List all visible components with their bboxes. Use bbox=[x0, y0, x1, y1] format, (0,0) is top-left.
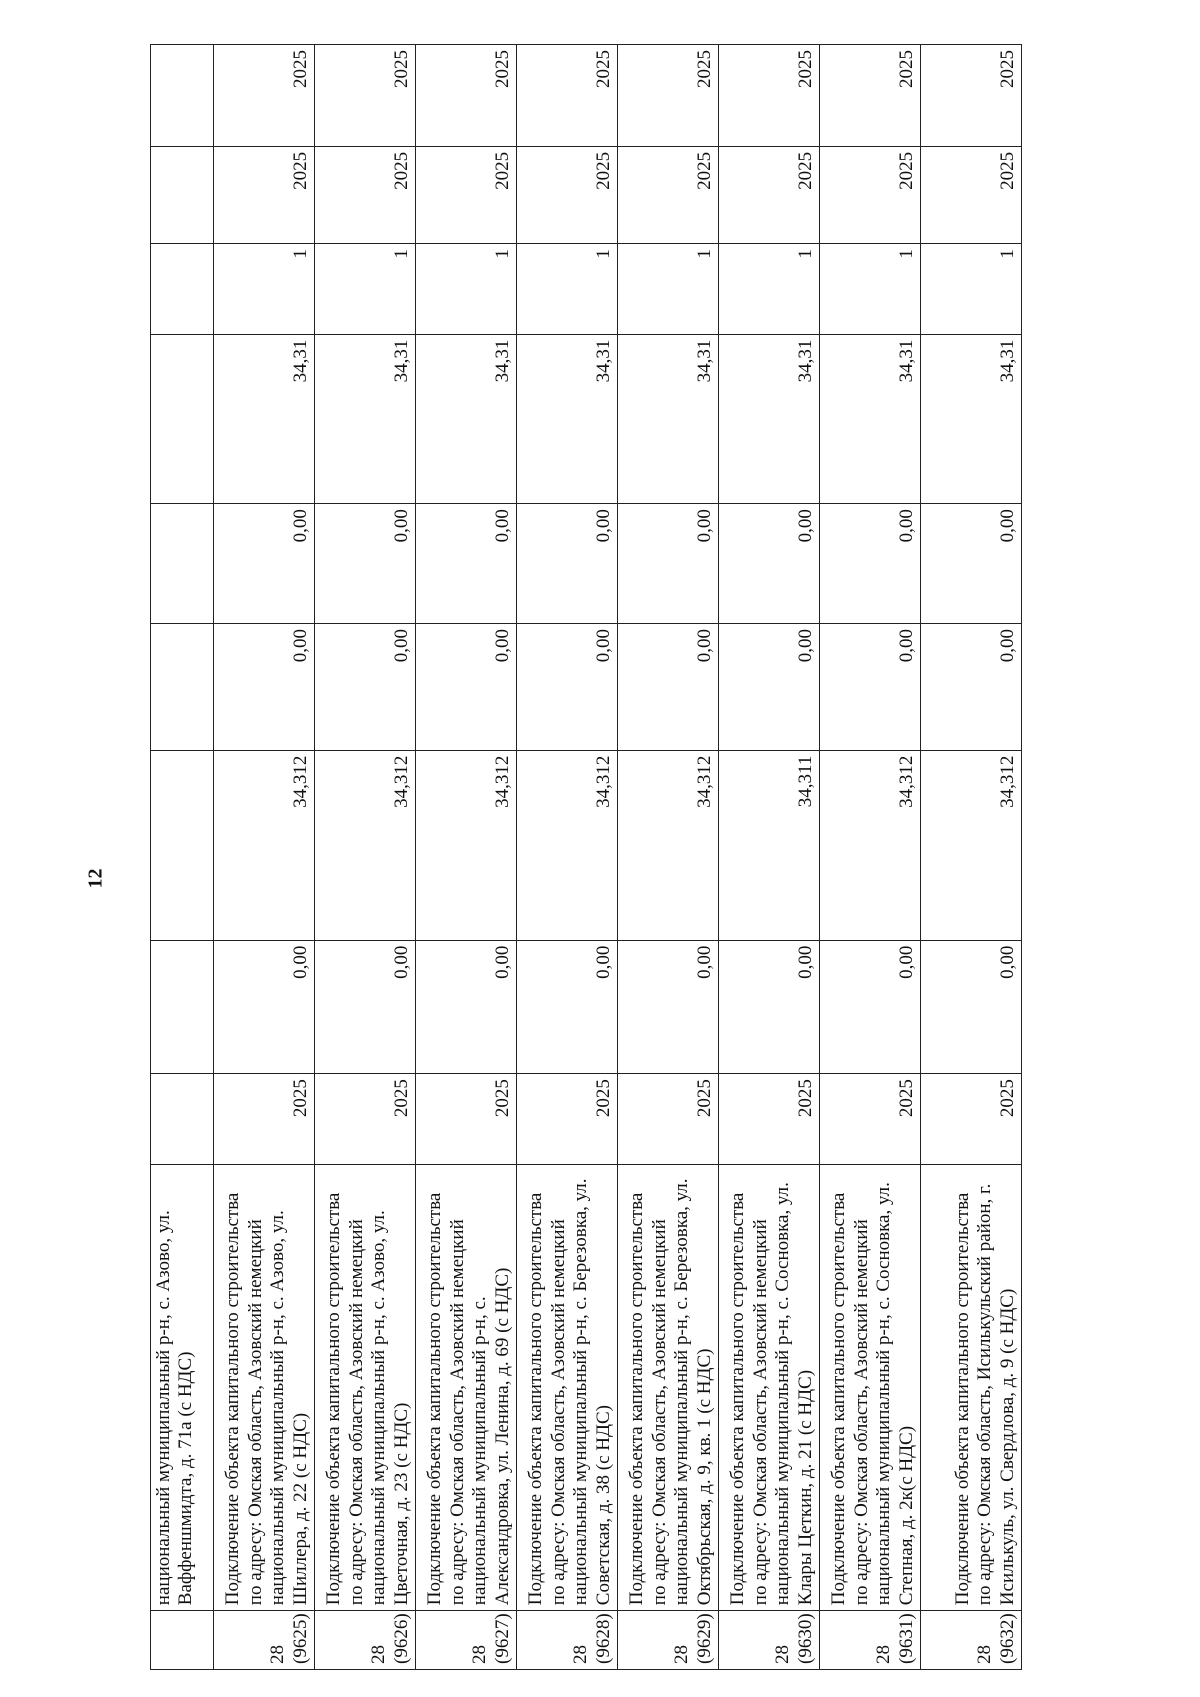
continuation-row bbox=[151, 45, 214, 1670]
row-value-1: 0,00 bbox=[820, 940, 921, 1073]
row-start-year: 2025 bbox=[315, 146, 416, 243]
row-value-5: 34,31 bbox=[618, 334, 719, 504]
row-end-year: 2025 bbox=[416, 45, 517, 147]
row-code bbox=[921, 1611, 1022, 1670]
row-number: 28 bbox=[873, 1645, 895, 1664]
row-count: 1 bbox=[921, 244, 1022, 334]
row-year: 2025 bbox=[921, 1074, 1022, 1164]
row-count: 1 bbox=[416, 244, 517, 334]
table-cell bbox=[151, 1611, 214, 1670]
rotated-table-frame bbox=[150, 44, 1090, 1670]
row-value-3: 0,00 bbox=[921, 624, 1022, 751]
row-code bbox=[214, 1611, 315, 1670]
row-id: (9627) bbox=[491, 1613, 513, 1664]
row-end-year: 2025 bbox=[719, 45, 820, 147]
row-number: 28 bbox=[368, 1645, 390, 1664]
row-value-5: 34,31 bbox=[315, 334, 416, 504]
row-value-5: 34,31 bbox=[820, 334, 921, 504]
row-count: 1 bbox=[820, 244, 921, 334]
rotated-table-wrapper bbox=[150, 44, 1090, 1670]
table-row bbox=[214, 45, 315, 1670]
row-code bbox=[820, 1611, 921, 1670]
row-year: 2025 bbox=[719, 1074, 820, 1164]
table-row bbox=[416, 45, 517, 1670]
row-count: 1 bbox=[719, 244, 820, 334]
row-description: Подключение объекта капитального строительства по адресу: Омская область, Азовский немецкий национальный муниципальный р-н, с. Азово, ул. Цветочная, д. 23 (с НДС) bbox=[315, 1164, 416, 1611]
row-end-year: 2025 bbox=[517, 45, 618, 147]
row-value-2: 34,312 bbox=[820, 750, 921, 940]
row-value-3: 0,00 bbox=[416, 624, 517, 751]
row-id: (9629) bbox=[693, 1613, 715, 1664]
investment-table bbox=[150, 44, 1022, 1670]
row-value-1: 0,00 bbox=[719, 940, 820, 1073]
row-description: Подключение объекта капитального строительства по адресу: Омская область, Азовский немецкий национальный муниципальный р-н, с. Александровка, ул. Ленина, д. 69 (с НДС) bbox=[416, 1164, 517, 1611]
table-cell bbox=[151, 146, 214, 243]
row-code bbox=[618, 1611, 719, 1670]
row-count: 1 bbox=[618, 244, 719, 334]
row-year: 2025 bbox=[618, 1074, 719, 1164]
row-year: 2025 bbox=[820, 1074, 921, 1164]
page-number bbox=[84, 858, 108, 898]
row-id: (9625) bbox=[289, 1613, 311, 1664]
row-value-4: 0,00 bbox=[921, 504, 1022, 624]
row-start-year: 2025 bbox=[820, 146, 921, 243]
table-cell bbox=[151, 1074, 214, 1164]
row-description: Подключение объекта капитального строительства по адресу: Омская область, Азовский немецкий национальный муниципальный р-н, с. Сосновка, ул. Степная, д. 2к(с НДС) bbox=[820, 1164, 921, 1611]
row-description: Подключение объекта капитального строительства по адресу: Омская область, Азовский немецкий национальный муниципальный р-н, с. Азово, ул. Шиллера, д. 22 (с НДС) bbox=[214, 1164, 315, 1611]
row-number: 28 bbox=[671, 1645, 693, 1664]
table-row bbox=[315, 45, 416, 1670]
table-cell bbox=[151, 750, 214, 940]
row-description: Подключение объекта капитального строительства по адресу: Омская область, Азовский немецкий национальный муниципальный р-н, с. Березовка, ул. Советская, д. 38 (с НДС) bbox=[517, 1164, 618, 1611]
row-value-5: 34,31 bbox=[719, 334, 820, 504]
row-value-2: 34,312 bbox=[618, 750, 719, 940]
row-value-3: 0,00 bbox=[315, 624, 416, 751]
row-end-year: 2025 bbox=[618, 45, 719, 147]
row-id: (9628) bbox=[592, 1613, 614, 1664]
row-value-2: 34,311 bbox=[719, 750, 820, 940]
row-year: 2025 bbox=[517, 1074, 618, 1164]
row-description: Подключение объекта капитального строительства по адресу: Омская область, Азовский немецкий национальный муниципальный р-н, с. Березовка, ул. Октябрьская, д. 9, кв. 1 (с НДС) bbox=[618, 1164, 719, 1611]
row-value-4: 0,00 bbox=[214, 504, 315, 624]
row-year: 2025 bbox=[315, 1074, 416, 1164]
row-count: 1 bbox=[315, 244, 416, 334]
row-value-1: 0,00 bbox=[618, 940, 719, 1073]
row-year: 2025 bbox=[416, 1074, 517, 1164]
row-end-year: 2025 bbox=[214, 45, 315, 147]
row-value-1: 0,00 bbox=[416, 940, 517, 1073]
table-cell bbox=[151, 334, 214, 504]
row-value-5: 34,31 bbox=[214, 334, 315, 504]
row-value-3: 0,00 bbox=[820, 624, 921, 751]
row-value-1: 0,00 bbox=[315, 940, 416, 1073]
row-description: Подключение объекта капитального строительства по адресу: Омская область, Азовский немецкий национальный муниципальный р-н, с. Сосновка, ул. Клары Цеткин, д. 21 (с НДС) bbox=[719, 1164, 820, 1611]
row-value-2: 34,312 bbox=[315, 750, 416, 940]
row-value-5: 34,31 bbox=[517, 334, 618, 504]
row-value-5: 34,31 bbox=[921, 334, 1022, 504]
row-value-3: 0,00 bbox=[517, 624, 618, 751]
table-cell bbox=[151, 45, 214, 147]
row-code bbox=[315, 1611, 416, 1670]
row-description: Подключение объекта капитального строительства по адресу: Омская область, Исилькульский район, г. Исилькуль, ул. Свердлова, д. 9 (с НДС) bbox=[921, 1164, 1022, 1611]
row-value-2: 34,312 bbox=[214, 750, 315, 940]
continuation-description: национальный муниципальный р-н, с. Азово, ул. Ваффеншмидта, д. 71а (с НДС) bbox=[151, 1164, 214, 1611]
row-value-4: 0,00 bbox=[315, 504, 416, 624]
row-id: (9630) bbox=[794, 1613, 816, 1664]
row-number: 28 bbox=[469, 1645, 491, 1664]
page-number-text: 12 bbox=[84, 868, 107, 888]
row-id: (9631) bbox=[895, 1613, 917, 1664]
table-cell bbox=[151, 244, 214, 334]
table-row bbox=[618, 45, 719, 1670]
row-year: 2025 bbox=[214, 1074, 315, 1164]
row-value-4: 0,00 bbox=[416, 504, 517, 624]
row-value-4: 0,00 bbox=[820, 504, 921, 624]
row-end-year: 2025 bbox=[315, 45, 416, 147]
row-value-2: 34,312 bbox=[921, 750, 1022, 940]
row-code bbox=[416, 1611, 517, 1670]
row-end-year: 2025 bbox=[921, 45, 1022, 147]
row-code bbox=[517, 1611, 618, 1670]
row-start-year: 2025 bbox=[921, 146, 1022, 243]
row-value-4: 0,00 bbox=[517, 504, 618, 624]
row-count: 1 bbox=[214, 244, 315, 334]
row-id: (9632) bbox=[996, 1613, 1018, 1664]
table-row bbox=[820, 45, 921, 1670]
row-start-year: 2025 bbox=[618, 146, 719, 243]
row-number: 28 bbox=[974, 1645, 996, 1664]
row-value-2: 34,312 bbox=[416, 750, 517, 940]
row-value-5: 34,31 bbox=[416, 334, 517, 504]
table-cell bbox=[151, 940, 214, 1073]
row-start-year: 2025 bbox=[214, 146, 315, 243]
table-row bbox=[517, 45, 618, 1670]
row-value-3: 0,00 bbox=[719, 624, 820, 751]
row-value-3: 0,00 bbox=[214, 624, 315, 751]
row-value-3: 0,00 bbox=[618, 624, 719, 751]
row-number: 28 bbox=[570, 1645, 592, 1664]
row-end-year: 2025 bbox=[820, 45, 921, 147]
row-value-4: 0,00 bbox=[719, 504, 820, 624]
table-cell bbox=[151, 624, 214, 751]
row-value-1: 0,00 bbox=[921, 940, 1022, 1073]
row-start-year: 2025 bbox=[416, 146, 517, 243]
row-number: 28 bbox=[772, 1645, 794, 1664]
row-number: 28 bbox=[267, 1645, 289, 1664]
row-start-year: 2025 bbox=[719, 146, 820, 243]
row-value-1: 0,00 bbox=[214, 940, 315, 1073]
row-start-year: 2025 bbox=[517, 146, 618, 243]
row-id: (9626) bbox=[390, 1613, 412, 1664]
row-count: 1 bbox=[517, 244, 618, 334]
row-value-1: 0,00 bbox=[517, 940, 618, 1073]
table-cell bbox=[151, 504, 214, 624]
table-row bbox=[719, 45, 820, 1670]
row-value-4: 0,00 bbox=[618, 504, 719, 624]
table-row bbox=[921, 45, 1022, 1670]
row-code bbox=[719, 1611, 820, 1670]
row-value-2: 34,312 bbox=[517, 750, 618, 940]
